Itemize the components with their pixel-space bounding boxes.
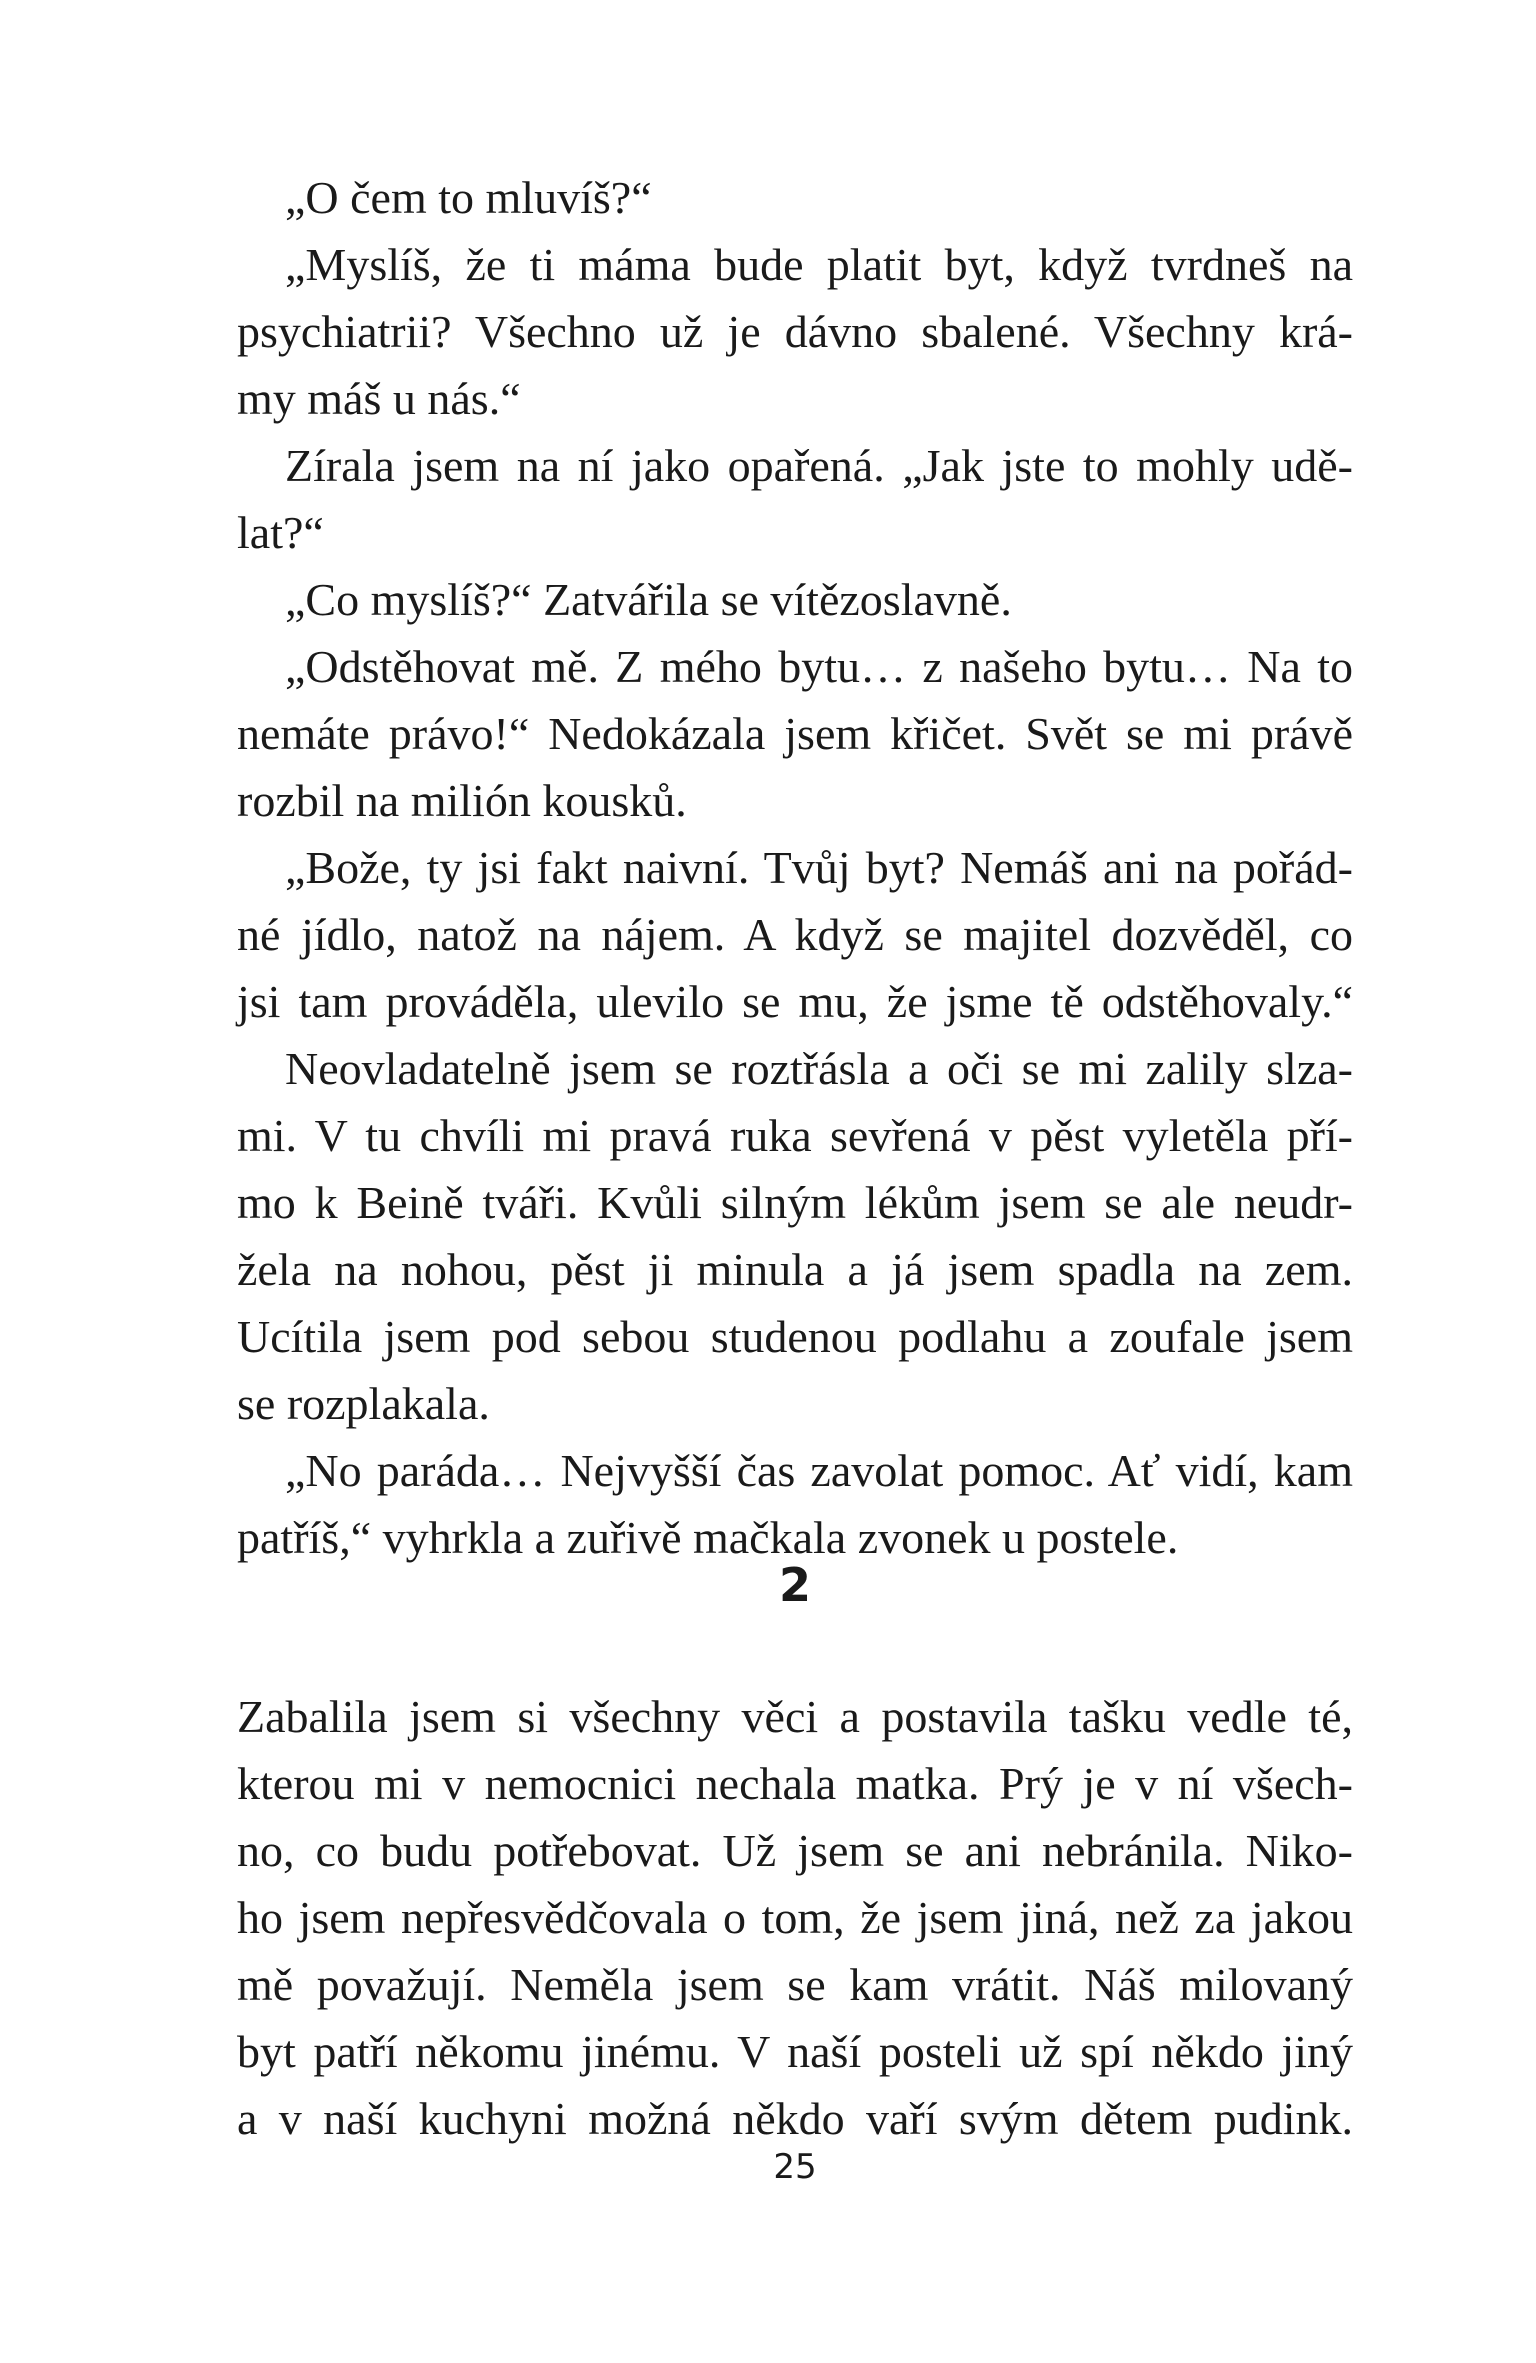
text-line: patříš,“ vyhrkla a zuřivě mačkala zvonek u postele. (237, 1512, 1179, 1563)
text-line: nemáte právo!“ Nedokázala jsem křičet. Svět se mi právě (237, 708, 1353, 759)
text-line: no, co budu potřebovat. Už jsem se ani nebránila. Niko- (237, 1825, 1353, 1876)
chapter-start-text (237, 1683, 1353, 2152)
text-line: byt patří někomu jinému. V naší posteli už spí někdo jiný (237, 2026, 1353, 2077)
text-line: rozbil na milión kousků. (237, 775, 687, 826)
text-line: my máš u nás.“ (237, 373, 521, 424)
text-line: lat?“ (237, 507, 324, 558)
page-number: 25 (773, 2147, 817, 2187)
text-line: mo k Beině tváři. Kvůli silným lékům jsem se ale neudr- (237, 1177, 1353, 1228)
chapter-number: 2 (778, 1558, 811, 1612)
text-line: Ucítila jsem pod sebou studenou podlahu a zoufale jsem (237, 1311, 1353, 1362)
text-line: jsi tam prováděla, ulevilo se mu, že jsme tě odstěhovaly.“ (237, 976, 1353, 1027)
text-line: „Myslíš, že ti máma bude platit byt, když tvrdneš na (285, 239, 1353, 290)
text-line: né jídlo, natož na nájem. A když se majitel dozvěděl, co (237, 909, 1353, 960)
text-line: Neovladatelně jsem se roztřásla a oči se mi zalily slza- (285, 1043, 1353, 1094)
text-line: mě považují. Neměla jsem se kam vrátit. Náš milovaný (237, 1959, 1353, 2010)
text-line: a v naší kuchyni možná někdo vaří svým dětem pudink. (237, 2093, 1353, 2144)
text-line: „No paráda… Nejvyšší čas zavolat pomoc. Ať vidí, kam (285, 1445, 1353, 1496)
text-line: „Bože, ty jsi fakt naivní. Tvůj byt? Nemáš ani na pořád- (285, 842, 1353, 893)
text-line: „O čem to mluvíš?“ (285, 172, 652, 223)
text-line: mi. V tu chvíli mi pravá ruka sevřená v pěst vyletěla pří- (237, 1110, 1353, 1161)
text-line: Zírala jsem na ní jako opařená. „Jak jste to mohly udě- (285, 440, 1353, 491)
text-line: kterou mi v nemocnici nechala matka. Prý je v ní všech- (237, 1758, 1353, 1809)
text-line: „Co myslíš?“ Zatvářila se vítězoslavně. (285, 574, 1012, 625)
chapter-end-text (237, 164, 1353, 1571)
text-line: „Odstěhovat mě. Z mého bytu… z našeho bytu… Na to (285, 641, 1353, 692)
text-line: ho jsem nepřesvědčovala o tom, že jsem jiná, než za jakou (237, 1892, 1353, 1943)
text-line: se rozplakala. (237, 1378, 490, 1429)
text-line: psychiatrii? Všechno už je dávno sbalené. Všechny krá- (237, 306, 1353, 357)
text-line: žela na nohou, pěst ji minula a já jsem spadla na zem. (237, 1244, 1353, 1295)
text-line: Zabalila jsem si všechny věci a postavila tašku vedle té, (237, 1691, 1353, 1742)
